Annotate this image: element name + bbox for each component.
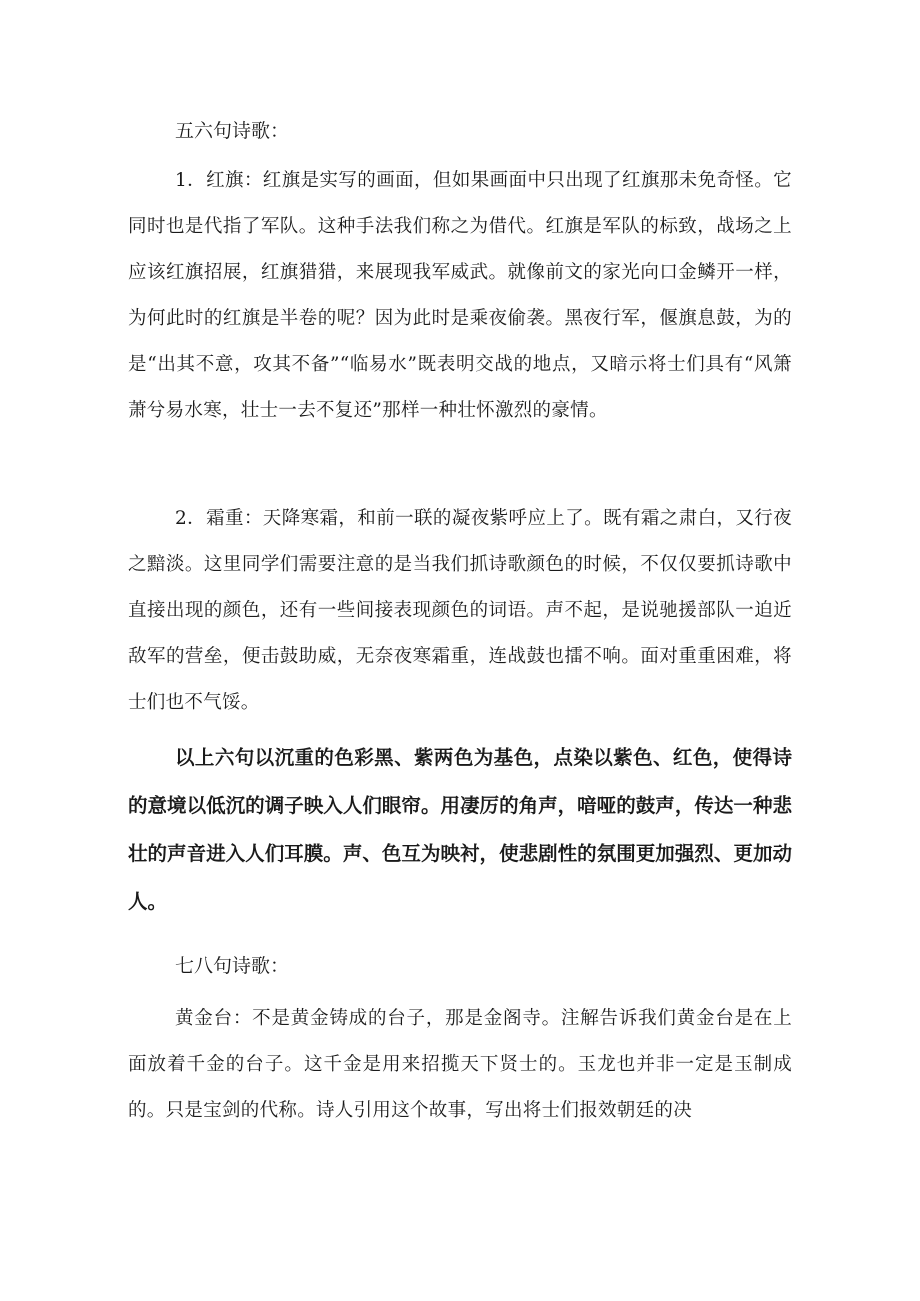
paragraph-heavy-frost: 2．霜重：天降寒霜，和前一联的凝夜紫呼应上了。既有霜之肃白，又行夜之黯淡。这里同学们需要注意的是当我们抓诗歌颜色的时候，不仅仅要抓诗歌中直接出现的颜色，还有一些间接表现颜色的词语。声不起，是说驰援部队一迫近敌军的营垒，便击鼓助威，无奈夜寒霜重，连战鼓也擂不响。面对重重困难，将士们也不气馁。: [128, 508, 792, 713]
paragraph-golden-terrace: 黄金台：不是黄金铸成的台子，那是金阁寺。注解告诉我们黄金台是在上面放着千金的台子。这千金是用来招揽天下贤士的。玉龙也并非一定是玉制成的。只是宝剑的代称。诗人引用这个故事，写出将士们报效朝廷的决: [128, 1008, 792, 1121]
section-heading-lines-7-8: 七八句诗歌：: [175, 955, 290, 977]
section-heading-lines-5-6: 五六句诗歌：: [175, 120, 290, 142]
paragraph-summary: 以上六句以沉重的色彩黑、紫两色为基色，点染以紫色、红色，使得诗的意境以低沉的调子映入人们眼帘。用凄厉的角声，喑哑的鼓声，传达一种悲壮的声音进入人们耳膜。声、色互为映衬，使悲剧性的氛围更加强烈、更加动人。: [128, 746, 792, 913]
paragraph-red-flag: 1．红旗：红旗是实写的画面，但如果画面中只出现了红旗那未免奇怪。它同时也是代指了军队。这种手法我们称之为借代。红旗是军队的标致，战场之上应该红旗招展，红旗猎猎，来展现我军威武。就像前文的家光向口金鳞开一样，为何此时的红旗是半卷的呢？因为此时是乘夜偷袭。黑夜行军，偃旗息鼓，为的是“出其不意，攻其不备”“临易水”既表明交战的地点，又暗示将士们具有“风箫萧兮易水寒，壮士一去不复还”那样一种壮怀激烈的豪情。: [128, 170, 792, 421]
